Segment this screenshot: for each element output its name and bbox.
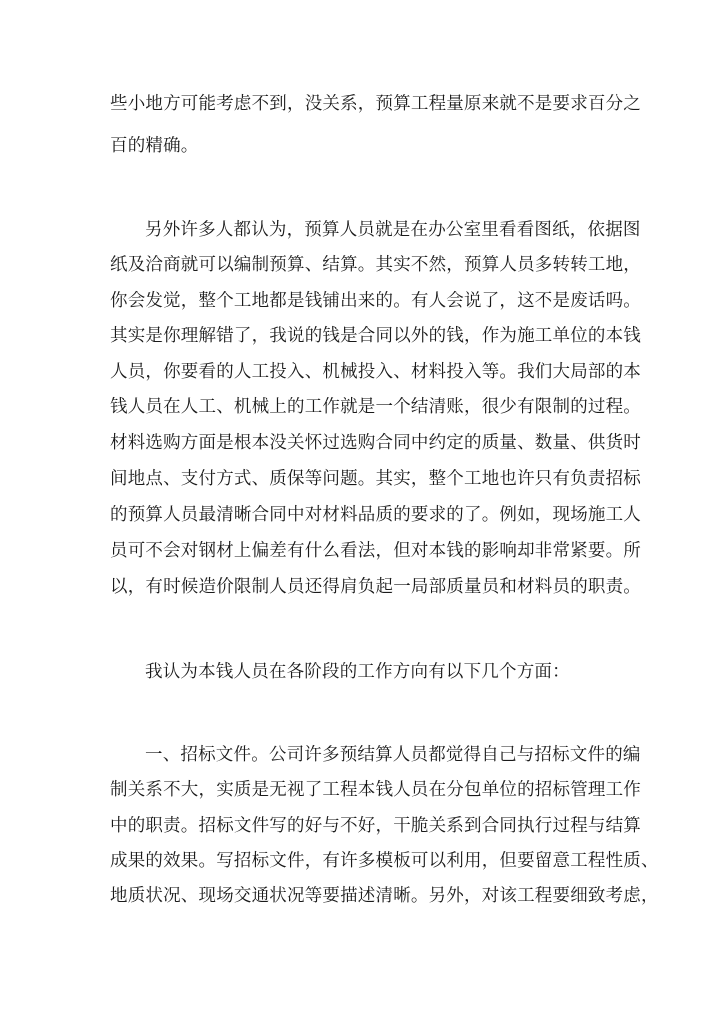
- paragraph-2-line-1: 另外许多人都认为，预算人员就是在办公室里看看图纸，依据图: [145, 220, 641, 240]
- paragraph-2-line-2: 纸及洽商就可以编制预算、结算。其实不然，预算人员多转转工地，: [110, 255, 641, 275]
- paragraph-2-line-5: 人员，你要看的人工投入、机械投入、材料投入等。我们大局部的本: [110, 362, 641, 382]
- paragraph-2-line-7: 材料选购方面是根本没关怀过选购合同中约定的质量、数量、供货时: [110, 433, 641, 453]
- paragraph-4-line-4: 成果的效果。写招标文件，有许多模板可以利用，但要留意工程性质、: [110, 851, 659, 871]
- paragraph-2-line-10: 员可不会对钢材上偏差有什么看法，但对本钱的影响却非常紧要。所: [110, 541, 641, 561]
- paragraph-4-line-5: 地质状况、现场交通状况等要描述清晰。另外，对该工程要细致考虑，: [110, 886, 659, 906]
- paragraph-2-line-8: 间地点、支付方式、质保等问题。其实，整个工地也许只有负责招标: [110, 469, 641, 489]
- paragraph-1-line-1: 些小地方可能考虑不到，没关系，预算工程量原来就不是要求百分之: [110, 94, 641, 114]
- paragraph-4-line-1: 一、招标文件。公司许多预结算人员都觉得自己与招标文件的编: [145, 745, 641, 765]
- paragraph-2-line-4: 其实是你理解错了，我说的钱是合同以外的钱，作为施工单位的本钱: [110, 326, 641, 346]
- paragraph-2-line-3: 你会发觉，整个工地都是钱铺出来的。有人会说了，这不是废话吗。: [110, 291, 641, 311]
- paragraph-1-line-2: 百的精确。: [110, 136, 199, 156]
- paragraph-3-line-1: 我认为本钱人员在各阶段的工作方向有以下几个方面：: [145, 662, 570, 682]
- paragraph-2-line-9: 的预算人员最清晰合同中对材料品质的要求的了。例如，现场施工人: [110, 505, 641, 525]
- paragraph-2-line-6: 钱人员在人工、机械上的工作就是一个结清账，很少有限制的过程。: [110, 397, 641, 417]
- paragraph-4-line-2: 制关系不大，实质是无视了工程本钱人员在分包单位的招标管理工作: [110, 780, 641, 800]
- paragraph-2-line-11: 以，有时候造价限制人员还得肩负起一局部质量员和材料员的职责。: [110, 577, 641, 597]
- paragraph-4-line-3: 中的职责。招标文件写的好与不好，干脆关系到合同执行过程与结算: [110, 816, 641, 836]
